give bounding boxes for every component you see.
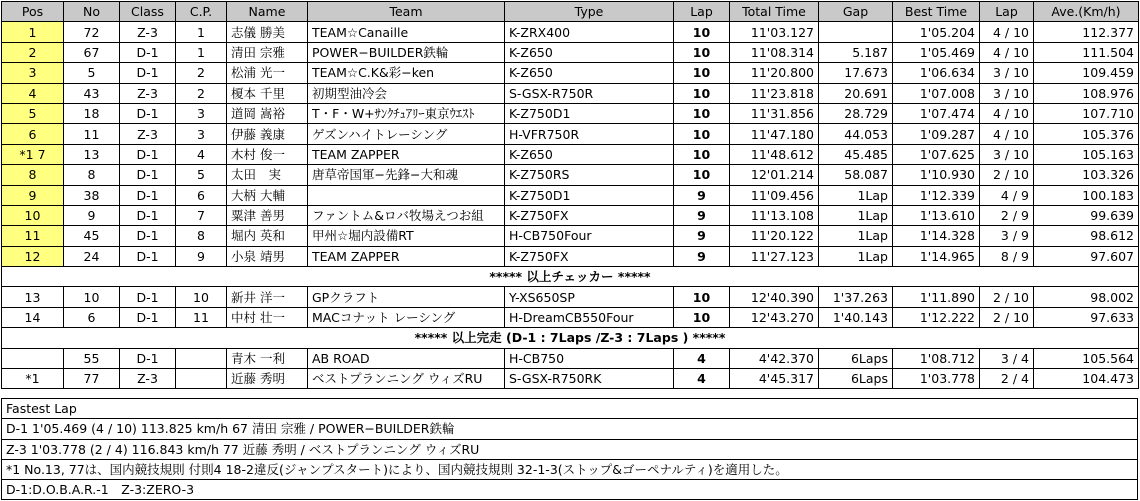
team-cell: POWER−BUILDER鉄輪: [308, 42, 505, 62]
best-lap-cell: 2 / 4: [980, 369, 1034, 389]
header-pos: Pos: [2, 2, 64, 22]
header-total-time: Total Time: [730, 2, 819, 22]
best-lap-cell: 2 / 9: [980, 205, 1034, 225]
table-row: [2, 124, 1139, 144]
machine-type-cell: K-Z650: [505, 42, 674, 62]
team-cell: 唐草帝国軍−先鋒−大和魂: [308, 165, 505, 185]
average-speed-cell: 98.612: [1034, 226, 1139, 246]
best-time-cell: 1'10.930: [893, 165, 980, 185]
class-cell: D-1: [120, 42, 176, 62]
table-row: [2, 185, 1139, 205]
position-cell: 6: [2, 124, 64, 144]
class-position-cell: 3: [176, 103, 227, 123]
number-cell: 18: [64, 103, 120, 123]
header-type: Type: [505, 2, 674, 22]
best-time-cell: 1'14.328: [893, 226, 980, 246]
position-cell: 3: [2, 63, 64, 83]
rider-name-cell: 榎本 千里: [227, 83, 308, 103]
class-position-cell: 10: [176, 287, 227, 307]
number-cell: 8: [64, 165, 120, 185]
average-speed-cell: 112.377: [1034, 22, 1139, 42]
table-row: [2, 287, 1139, 307]
gap-cell: 5.187: [819, 42, 893, 62]
class-cell: D-1: [120, 63, 176, 83]
class-cell: D-1: [120, 165, 176, 185]
class-position-cell: 3: [176, 124, 227, 144]
penalty-note: *1 No.13, 77は、国内競技規則 付則4 18-2違反(ジャンプスタート)により、国内競技規則 32-1-3(ストップ&ゴーペナルティ)を適用した。: [2, 459, 1138, 479]
gap-cell: [819, 22, 893, 42]
machine-type-cell: S-GSX-R750RK: [505, 369, 674, 389]
class-cell: Z-3: [120, 124, 176, 144]
total-time-cell: 11'23.818: [730, 83, 819, 103]
gap-cell: 6Laps: [819, 369, 893, 389]
best-lap-cell: 2 / 10: [980, 307, 1034, 327]
laps-cell: 10: [674, 287, 730, 307]
gap-cell: 20.691: [819, 83, 893, 103]
best-lap-cell: 3 / 10: [980, 83, 1034, 103]
table-row: [2, 246, 1139, 266]
position-cell: 4: [2, 83, 64, 103]
machine-type-cell: Y-XS650SP: [505, 287, 674, 307]
average-speed-cell: 97.607: [1034, 246, 1139, 266]
gap-cell: 1Lap: [819, 205, 893, 225]
number-cell: 11: [64, 124, 120, 144]
total-time-cell: 11'20.122: [730, 226, 819, 246]
position-cell: 9: [2, 185, 64, 205]
number-cell: 5: [64, 63, 120, 83]
position-cell: *1 7: [2, 144, 64, 164]
rider-name-cell: 大柄 大輔: [227, 185, 308, 205]
position-cell: [2, 348, 64, 368]
best-time-cell: 1'09.287: [893, 124, 980, 144]
best-lap-cell: 2 / 10: [980, 287, 1034, 307]
total-time-cell: 4'42.370: [730, 348, 819, 368]
class-cell: D-1: [120, 226, 176, 246]
best-time-cell: 1'14.965: [893, 246, 980, 266]
class-position-cell: 4: [176, 144, 227, 164]
gap-cell: 28.729: [819, 103, 893, 123]
best-lap-cell: 3 / 4: [980, 348, 1034, 368]
number-cell: 45: [64, 226, 120, 246]
position-cell: *1: [2, 369, 64, 389]
machine-type-cell: K-Z750FX: [505, 246, 674, 266]
laps-cell: 10: [674, 307, 730, 327]
laps-cell: 10: [674, 83, 730, 103]
rider-name-cell: 中村 壮一: [227, 307, 308, 327]
total-time-cell: 12'40.390: [730, 287, 819, 307]
laps-cell: 9: [674, 205, 730, 225]
rider-name-cell: 青木 一利: [227, 348, 308, 368]
class-position-cell: 8: [176, 226, 227, 246]
machine-type-cell: H-VFR750R: [505, 124, 674, 144]
team-cell: 初期型油冷会: [308, 83, 505, 103]
best-time-cell: 1'12.222: [893, 307, 980, 327]
number-cell: 6: [64, 307, 120, 327]
average-speed-cell: 107.710: [1034, 103, 1139, 123]
team-cell: ゲズンハイトレーシング: [308, 124, 505, 144]
position-cell: 11: [2, 226, 64, 246]
class-cell: D-1: [120, 185, 176, 205]
best-lap-cell: 2 / 10: [980, 165, 1034, 185]
table-row: [2, 22, 1139, 42]
average-speed-cell: 98.002: [1034, 287, 1139, 307]
separator-text: ***** 以上チェッカー *****: [2, 267, 1139, 287]
class-position-cell: 11: [176, 307, 227, 327]
number-cell: 55: [64, 348, 120, 368]
total-time-cell: 12'43.270: [730, 307, 819, 327]
laps-cell: 10: [674, 124, 730, 144]
number-cell: 10: [64, 287, 120, 307]
fastest-lap-z3: Z-3 1'03.778 (2 / 4) 116.843 km/h 77 近藤 秀明 / ベストプランニング ウィズRU: [2, 439, 1138, 459]
team-cell: [308, 185, 505, 205]
position-cell: 8: [2, 165, 64, 185]
gap-cell: 1'37.263: [819, 287, 893, 307]
class-legend: D-1:D.O.B.A.R.-1 Z-3:ZERO-3: [2, 480, 1138, 500]
gap-cell: 6Laps: [819, 348, 893, 368]
total-time-cell: 11'09.456: [730, 185, 819, 205]
gap-cell: 44.053: [819, 124, 893, 144]
average-speed-cell: 105.564: [1034, 348, 1139, 368]
laps-cell: 10: [674, 42, 730, 62]
total-time-cell: 4'45.317: [730, 369, 819, 389]
gap-cell: 58.087: [819, 165, 893, 185]
number-cell: 67: [64, 42, 120, 62]
class-position-cell: 7: [176, 205, 227, 225]
number-cell: 72: [64, 22, 120, 42]
fastest-lap-title: Fastest Lap: [2, 399, 1138, 419]
position-cell: 12: [2, 246, 64, 266]
machine-type-cell: K-Z750D1: [505, 103, 674, 123]
average-speed-cell: 104.473: [1034, 369, 1139, 389]
team-cell: TEAM☆C.K&彩−ken: [308, 63, 505, 83]
best-lap-cell: 4 / 10: [980, 42, 1034, 62]
position-cell: 10: [2, 205, 64, 225]
total-time-cell: 11'47.180: [730, 124, 819, 144]
best-time-cell: 1'07.474: [893, 103, 980, 123]
machine-type-cell: H-CB750: [505, 348, 674, 368]
number-cell: 43: [64, 83, 120, 103]
team-cell: GPクラフト: [308, 287, 505, 307]
header-class: Class: [120, 2, 176, 22]
best-lap-cell: 3 / 10: [980, 63, 1034, 83]
average-speed-cell: 100.183: [1034, 185, 1139, 205]
rider-name-cell: 伊藤 義康: [227, 124, 308, 144]
class-cell: Z-3: [120, 22, 176, 42]
class-position-cell: 1: [176, 22, 227, 42]
average-speed-cell: 97.633: [1034, 307, 1139, 327]
laps-cell: 10: [674, 63, 730, 83]
header-name: Name: [227, 2, 308, 22]
best-time-cell: 1'08.712: [893, 348, 980, 368]
total-time-cell: 11'13.108: [730, 205, 819, 225]
header-team: Team: [308, 2, 505, 22]
rider-name-cell: 粟津 善男: [227, 205, 308, 225]
table-row: [2, 83, 1139, 103]
header-no: No: [64, 2, 120, 22]
position-cell: 2: [2, 42, 64, 62]
total-time-cell: 12'01.214: [730, 165, 819, 185]
header-best-time: Best Time: [893, 2, 980, 22]
header-best-lap: Lap: [980, 2, 1034, 22]
rider-name-cell: 道岡 嵩裕: [227, 103, 308, 123]
class-position-cell: 9: [176, 246, 227, 266]
rider-name-cell: 堀内 英和: [227, 226, 308, 246]
total-time-cell: 11'31.856: [730, 103, 819, 123]
best-lap-cell: 4 / 10: [980, 22, 1034, 42]
average-speed-cell: 99.639: [1034, 205, 1139, 225]
table-row: [2, 226, 1139, 246]
machine-type-cell: K-Z750RS: [505, 165, 674, 185]
rider-name-cell: 木村 俊一: [227, 144, 308, 164]
best-time-cell: 1'07.008: [893, 83, 980, 103]
class-cell: Z-3: [120, 83, 176, 103]
number-cell: 9: [64, 205, 120, 225]
laps-cell: 9: [674, 226, 730, 246]
class-cell: D-1: [120, 103, 176, 123]
team-cell: ベストプランニング ウィズRU: [308, 369, 505, 389]
gap-cell: 1Lap: [819, 246, 893, 266]
class-position-cell: 1: [176, 42, 227, 62]
rider-name-cell: 志儀 勝美: [227, 22, 308, 42]
laps-cell: 9: [674, 185, 730, 205]
number-cell: 24: [64, 246, 120, 266]
number-cell: 13: [64, 144, 120, 164]
best-lap-cell: 3 / 9: [980, 226, 1034, 246]
separator-row: [2, 328, 1139, 348]
class-position-cell: [176, 369, 227, 389]
laps-cell: 10: [674, 103, 730, 123]
class-cell: D-1: [120, 348, 176, 368]
separator-row: [2, 267, 1139, 287]
team-cell: TEAM☆Canaille: [308, 22, 505, 42]
laps-cell: 9: [674, 246, 730, 266]
class-position-cell: 5: [176, 165, 227, 185]
best-time-cell: 1'05.204: [893, 22, 980, 42]
results-table: [1, 1, 1139, 389]
machine-type-cell: K-ZRX400: [505, 22, 674, 42]
number-cell: 38: [64, 185, 120, 205]
table-row: [2, 348, 1139, 368]
best-time-cell: 1'06.634: [893, 63, 980, 83]
team-cell: TEAM ZAPPER: [308, 144, 505, 164]
team-cell: TEAM ZAPPER: [308, 246, 505, 266]
class-cell: D-1: [120, 307, 176, 327]
average-speed-cell: 105.163: [1034, 144, 1139, 164]
laps-cell: 4: [674, 348, 730, 368]
machine-type-cell: H-DreamCB550Four: [505, 307, 674, 327]
table-row: [2, 144, 1139, 164]
team-cell: 甲州☆堀内設備RT: [308, 226, 505, 246]
gap-cell: 45.485: [819, 144, 893, 164]
gap-cell: 17.673: [819, 63, 893, 83]
best-lap-cell: 3 / 10: [980, 144, 1034, 164]
position-cell: 5: [2, 103, 64, 123]
position-cell: 1: [2, 22, 64, 42]
class-position-cell: [176, 348, 227, 368]
best-lap-cell: 8 / 9: [980, 246, 1034, 266]
position-cell: 13: [2, 287, 64, 307]
average-speed-cell: 108.976: [1034, 83, 1139, 103]
best-lap-cell: 4 / 10: [980, 103, 1034, 123]
machine-type-cell: H-CB750Four: [505, 226, 674, 246]
position-cell: 14: [2, 307, 64, 327]
team-cell: AB ROAD: [308, 348, 505, 368]
best-time-cell: 1'05.469: [893, 42, 980, 62]
number-cell: 77: [64, 369, 120, 389]
average-speed-cell: 109.459: [1034, 63, 1139, 83]
machine-type-cell: K-Z650: [505, 63, 674, 83]
header-lap: Lap: [674, 2, 730, 22]
rider-name-cell: 近藤 秀明: [227, 369, 308, 389]
rider-name-cell: 新井 洋一: [227, 287, 308, 307]
machine-type-cell: S-GSX-R750R: [505, 83, 674, 103]
total-time-cell: 11'20.800: [730, 63, 819, 83]
class-cell: D-1: [120, 205, 176, 225]
best-time-cell: 1'13.610: [893, 205, 980, 225]
table-row: [2, 369, 1139, 389]
info-table: [1, 398, 1138, 500]
gap-cell: 1Lap: [819, 185, 893, 205]
total-time-cell: 11'48.612: [730, 144, 819, 164]
rider-name-cell: 小泉 靖男: [227, 246, 308, 266]
class-position-cell: 2: [176, 83, 227, 103]
average-speed-cell: 103.326: [1034, 165, 1139, 185]
rider-name-cell: 松浦 光一: [227, 63, 308, 83]
results-body: [2, 22, 1139, 389]
machine-type-cell: K-Z650: [505, 144, 674, 164]
class-position-cell: 6: [176, 185, 227, 205]
gap-cell: 1'40.143: [819, 307, 893, 327]
table-row: [2, 63, 1139, 83]
table-row: [2, 307, 1139, 327]
average-speed-cell: 105.376: [1034, 124, 1139, 144]
best-time-cell: 1'12.339: [893, 185, 980, 205]
total-time-cell: 11'08.314: [730, 42, 819, 62]
average-speed-cell: 111.504: [1034, 42, 1139, 62]
header-average-speed: Ave.(Km/h): [1034, 2, 1139, 22]
class-cell: D-1: [120, 246, 176, 266]
table-row: [2, 103, 1139, 123]
gap-cell: 1Lap: [819, 226, 893, 246]
laps-cell: 10: [674, 22, 730, 42]
best-lap-cell: 4 / 10: [980, 124, 1034, 144]
separator-text: ***** 以上完走 (D-1 : 7Laps /Z-3 : 7Laps ) *****: [2, 328, 1139, 348]
class-cell: D-1: [120, 287, 176, 307]
table-row: [2, 42, 1139, 62]
best-time-cell: 1'11.890: [893, 287, 980, 307]
machine-type-cell: K-Z750FX: [505, 205, 674, 225]
laps-cell: 10: [674, 165, 730, 185]
laps-cell: 10: [674, 144, 730, 164]
header-row: [2, 2, 1139, 22]
rider-name-cell: 清田 宗雅: [227, 42, 308, 62]
laps-cell: 4: [674, 369, 730, 389]
best-time-cell: 1'07.625: [893, 144, 980, 164]
team-cell: T・F・W+ｻﾝｸﾁｭｱﾘｰ東京ｳｴｽﾄ: [308, 103, 505, 123]
table-row: [2, 205, 1139, 225]
total-time-cell: 11'03.127: [730, 22, 819, 42]
total-time-cell: 11'27.123: [730, 246, 819, 266]
best-time-cell: 1'03.778: [893, 369, 980, 389]
table-row: [2, 165, 1139, 185]
team-cell: MACコナット レーシング: [308, 307, 505, 327]
team-cell: ファントム&ロバ牧場えつお組: [308, 205, 505, 225]
rider-name-cell: 太田 実: [227, 165, 308, 185]
header-cp: C.P.: [176, 2, 227, 22]
class-position-cell: 2: [176, 63, 227, 83]
best-lap-cell: 4 / 9: [980, 185, 1034, 205]
machine-type-cell: K-Z750D1: [505, 185, 674, 205]
header-gap: Gap: [819, 2, 893, 22]
class-cell: D-1: [120, 144, 176, 164]
fastest-lap-d1: D-1 1'05.469 (4 / 10) 113.825 km/h 67 清田 宗雅 / POWER−BUILDER鉄輪: [2, 419, 1138, 439]
class-cell: Z-3: [120, 369, 176, 389]
